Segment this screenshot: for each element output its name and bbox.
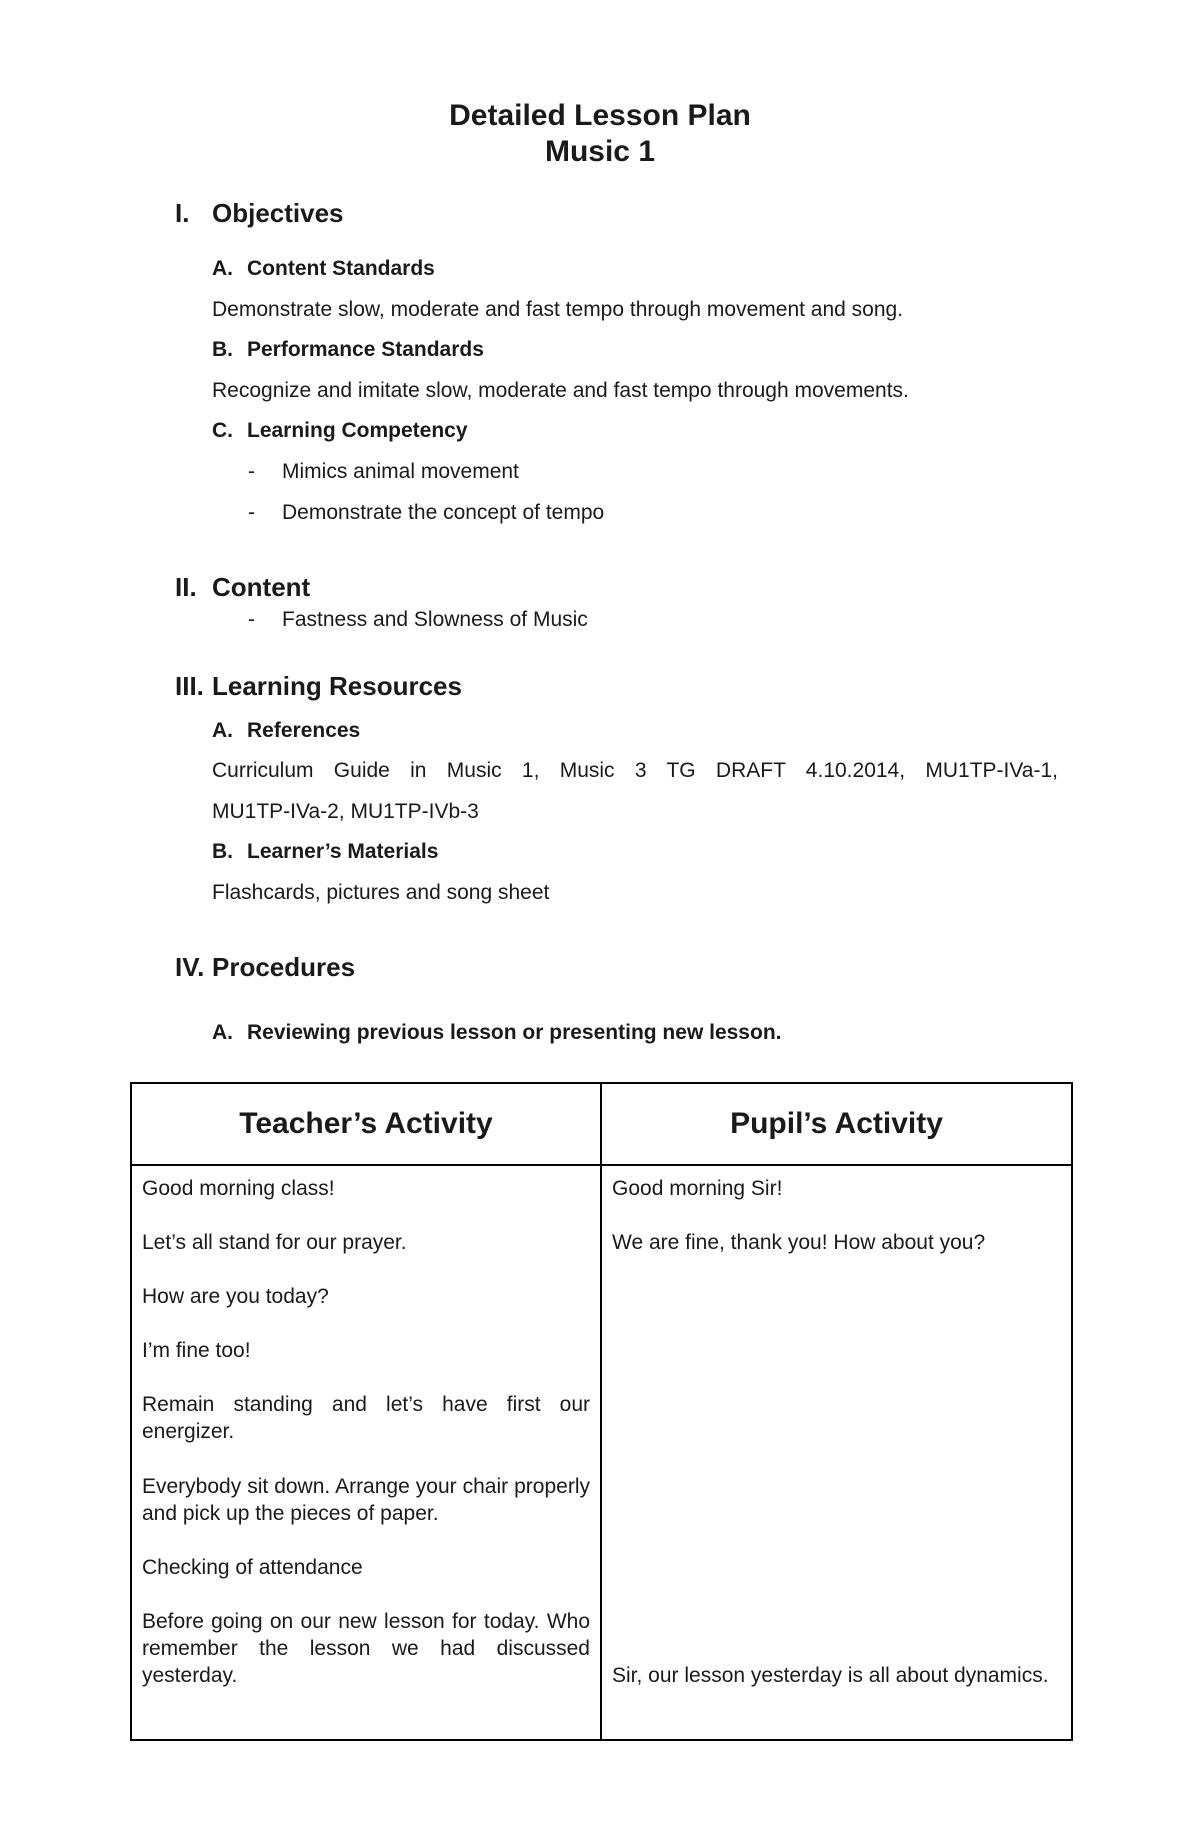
document-title: Detailed Lesson Plan: [449, 99, 751, 132]
section-number-learning-resources: III.: [175, 671, 204, 701]
references-text-line1: Curriculum Guide in Music 1, Music 3 TG DRAFT 4.10.2014, MU1TP-IVa-1,: [212, 759, 1058, 782]
subsection-title-learning-competency: Learning Competency: [247, 419, 468, 442]
references-text-line2: MU1TP-IVa-2, MU1TP-IVb-3: [212, 800, 479, 823]
activity-table: [130, 1082, 1073, 1741]
section-title-content: Content: [212, 572, 311, 602]
teacher-line: Let’s all stand for our prayer.: [142, 1231, 407, 1254]
teacher-line: How are you today?: [142, 1285, 329, 1308]
subsection-letter-learning-competency: C.: [212, 419, 233, 442]
table-header-row: [131, 1083, 1072, 1165]
section-title-procedures: Procedures: [212, 952, 356, 982]
teacher-line: Checking of attendance: [142, 1556, 363, 1579]
teacher-line: Everybody sit down. Arrange your chair properly and pick up the pieces of paper.: [142, 1475, 590, 1525]
bullet-dash: -: [248, 608, 255, 631]
bullet-dash: -: [248, 460, 255, 483]
pupil-line: Sir, our lesson yesterday is all about dynamics.: [612, 1664, 1049, 1687]
subsection-title-content-standards: Content Standards: [247, 257, 435, 280]
subsection-title-learners-materials: Learner’s Materials: [247, 840, 439, 863]
subsection-letter-references: A.: [212, 719, 233, 742]
bullet-dash: -: [248, 501, 255, 524]
content-item: Fastness and Slowness of Music: [282, 608, 588, 631]
performance-standards-text: Recognize and imitate slow, moderate and fast tempo through movements.: [212, 379, 909, 402]
subsection-title-performance-standards: Performance Standards: [247, 338, 484, 361]
section-title-learning-resources: Learning Resources: [212, 671, 462, 701]
subsection-letter-reviewing: A.: [212, 1021, 233, 1044]
competency-item: Mimics animal movement: [282, 460, 519, 483]
pupil-line: Good morning Sir!: [612, 1177, 783, 1200]
teacher-line: Good morning class!: [142, 1177, 335, 1200]
pupil-activity-cell: [601, 1165, 1072, 1740]
subsection-title-reviewing: Reviewing previous lesson or presenting new lesson.: [247, 1021, 782, 1044]
subsection-letter-learners-materials: B.: [212, 840, 233, 863]
teacher-line: Remain standing and let’s have first our energizer.: [142, 1393, 590, 1443]
table-row: [131, 1165, 1072, 1740]
learners-materials-text: Flashcards, pictures and song sheet: [212, 881, 550, 904]
section-number-content: II.: [175, 572, 197, 602]
subsection-title-references: References: [247, 719, 361, 742]
teacher-activity-cell: [131, 1165, 601, 1740]
section-number-objectives: I.: [175, 198, 190, 228]
document-subtitle: Music 1: [544, 135, 656, 168]
section-number-procedures: IV.: [175, 952, 205, 982]
subsection-letter-performance-standards: B.: [212, 338, 233, 361]
subsection-letter-content-standards: A.: [212, 257, 233, 280]
teacher-line: Before going on our new lesson for today. Who remember the lesson we had discussed yesterday.: [142, 1610, 590, 1687]
pupil-line: We are fine, thank you! How about you?: [612, 1231, 986, 1254]
content-standards-text: Demonstrate slow, moderate and fast tempo through movement and song.: [212, 298, 904, 321]
section-title-objectives: Objectives: [212, 198, 344, 228]
competency-item: Demonstrate the concept of tempo: [282, 501, 605, 524]
teacher-activity-header: Teacher’s Activity: [131, 1083, 601, 1165]
teacher-line: I’m fine too!: [142, 1339, 251, 1362]
pupil-activity-header: Pupil’s Activity: [601, 1083, 1072, 1165]
